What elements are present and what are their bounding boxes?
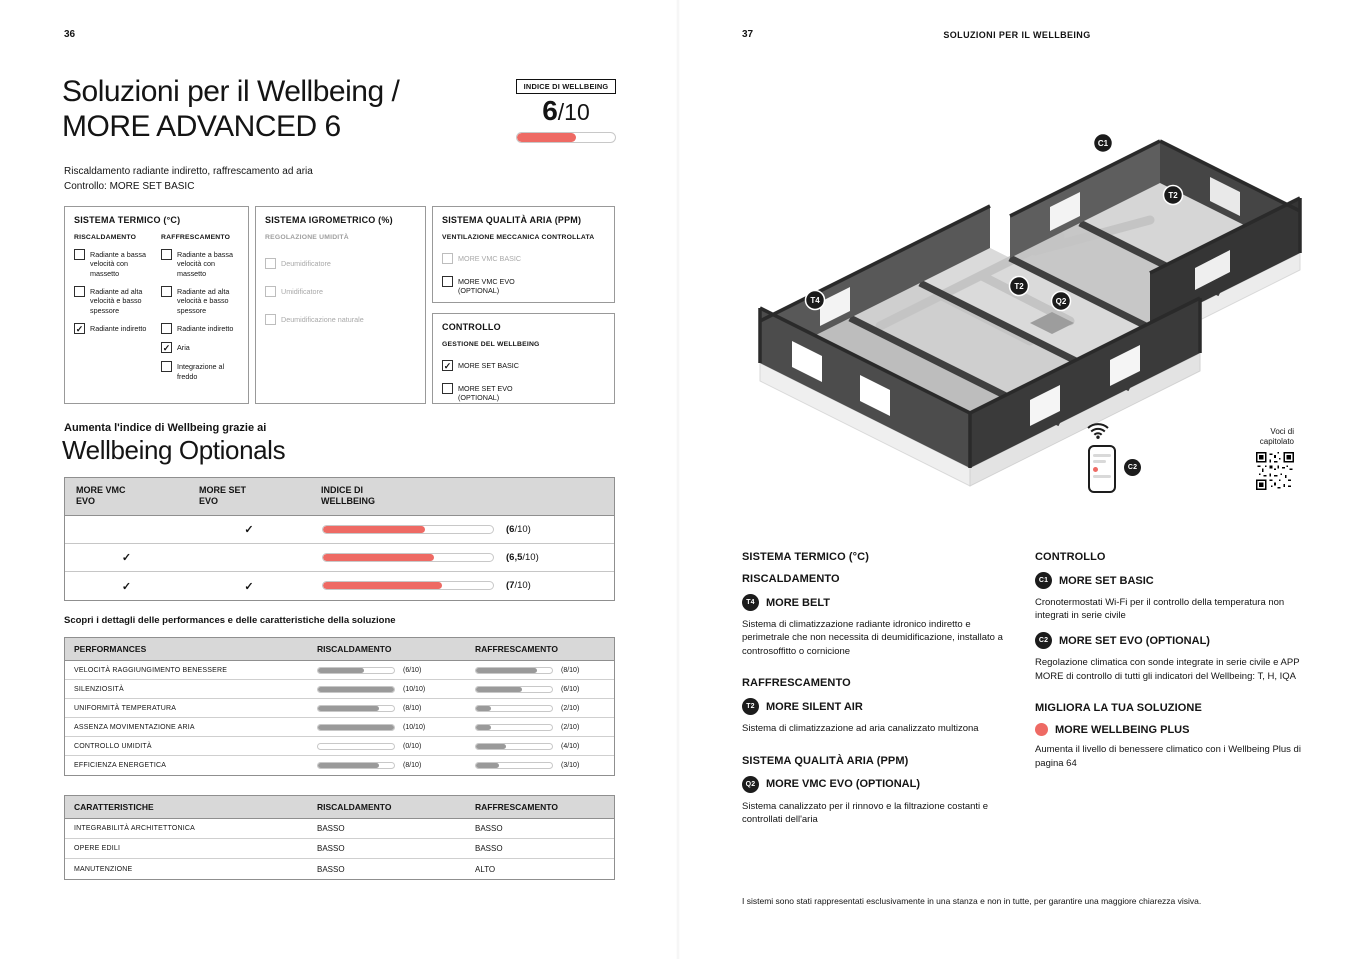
phone-screen-line bbox=[1093, 454, 1111, 457]
checkbox-item bbox=[74, 286, 152, 315]
sistema-termico-box bbox=[64, 206, 249, 404]
score-label: (2/10) bbox=[561, 704, 580, 712]
riscaldamento-value: BASSO bbox=[317, 844, 345, 853]
riscaldamento-cell bbox=[308, 743, 466, 750]
checkbox bbox=[161, 249, 172, 260]
checkbox-label: Radiante a bassa velocità con massetto bbox=[90, 250, 146, 278]
raffrescamento-cell bbox=[466, 667, 614, 674]
score-label: (10/10) bbox=[403, 723, 426, 731]
check-mark: ✓ bbox=[121, 552, 132, 564]
score-bar-fill bbox=[318, 706, 379, 711]
caratteristiche-header bbox=[65, 796, 614, 819]
checkbox-item bbox=[265, 258, 416, 269]
system-name: MORE WELLBEING PLUS bbox=[1055, 723, 1190, 736]
checkbox-item bbox=[442, 253, 605, 264]
checkbox bbox=[74, 249, 85, 260]
column-header: RISCALDAMENTO bbox=[74, 234, 137, 241]
system-item bbox=[742, 776, 1011, 793]
riscaldamento-column bbox=[74, 225, 152, 381]
wellbeing-index bbox=[516, 79, 616, 145]
score-label: (4/10) bbox=[561, 742, 580, 750]
system-description: Sistema di climatizzazione radiante idronico indiretto e perimetrale che non necessita di deumidificazione, installato a controsoffitto o cornicione bbox=[742, 619, 1003, 657]
performance-row bbox=[65, 661, 614, 680]
wifi-icon bbox=[1086, 421, 1110, 439]
checkbox bbox=[74, 286, 85, 297]
checkbox-label: Radiante indiretto bbox=[177, 324, 234, 334]
riscaldamento-cell bbox=[308, 705, 466, 712]
score-label: (10/10) bbox=[403, 685, 426, 693]
subtitle-line1: Riscaldamento radiante indiretto, raffrescamento ad aria bbox=[64, 166, 313, 177]
raffrescamento-value: BASSO bbox=[475, 824, 503, 833]
vmc-check-cell bbox=[65, 548, 188, 566]
checkbox bbox=[442, 253, 453, 264]
system-description: Sistema di climatizzazione ad aria canalizzato multizona bbox=[742, 723, 979, 735]
wellbeing-index-bar-fill bbox=[517, 133, 576, 142]
riscaldamento-cell bbox=[308, 667, 466, 674]
marker-c1: C1 bbox=[1097, 139, 1109, 148]
system-name: MORE SET EVO (OPTIONAL) bbox=[1059, 634, 1210, 647]
details-intro: Scopri i dettagli delle performances e delle caratteristiche della soluzione bbox=[64, 615, 396, 626]
score-bar bbox=[475, 762, 553, 769]
riscaldamento-cell bbox=[308, 686, 466, 693]
score-bar-fill bbox=[476, 725, 491, 730]
voci-line1: Voci di bbox=[1270, 427, 1294, 436]
badge-t4: T4 bbox=[742, 594, 759, 611]
score-bar bbox=[317, 724, 395, 731]
riscaldamento-cell bbox=[308, 762, 466, 769]
voci-line2: capitolato bbox=[1259, 437, 1294, 447]
checkbox bbox=[265, 286, 276, 297]
index-score bbox=[506, 580, 531, 591]
system-item bbox=[1035, 572, 1304, 589]
system-item bbox=[1035, 632, 1304, 649]
checkbox-label: Radiante ad alta velocità e basso spessore bbox=[177, 287, 230, 315]
index-cell bbox=[310, 552, 614, 563]
index-bar bbox=[322, 525, 494, 534]
optionals-row bbox=[65, 572, 614, 600]
marker-t2-right: T2 bbox=[1168, 191, 1178, 200]
caratteristica-row bbox=[65, 839, 614, 859]
riscaldamento-value: BASSO bbox=[317, 864, 345, 874]
optionals-table bbox=[64, 477, 615, 601]
checkbox-item bbox=[74, 249, 152, 278]
checkbox bbox=[161, 323, 172, 334]
score-number: (6,5 bbox=[506, 551, 523, 563]
legend-right-column bbox=[1035, 551, 1304, 836]
checkbox-item bbox=[161, 323, 239, 334]
house-isometric-illustration bbox=[730, 68, 1310, 528]
index-bar bbox=[322, 581, 494, 590]
performance-label: ASSENZA MOVIMENTAZIONE ARIA bbox=[74, 723, 195, 731]
score-bar-fill bbox=[318, 725, 394, 730]
voci-di-capitolato-label bbox=[1208, 427, 1294, 448]
red-dot-icon bbox=[1035, 723, 1048, 736]
score-bar bbox=[475, 705, 553, 712]
legend-left-column bbox=[742, 551, 1011, 836]
checkbox-label: Deumidificazione naturale bbox=[281, 315, 364, 324]
score-label: (6/10) bbox=[561, 685, 580, 693]
page-title-line2: MORE ADVANCED 6 bbox=[62, 110, 341, 144]
score-bar-fill bbox=[476, 668, 537, 673]
header-cell: RAFFRESCAMENTO bbox=[475, 802, 558, 812]
set-check-cell bbox=[188, 520, 310, 538]
set-check-cell bbox=[188, 577, 310, 595]
raffrescamento-cell bbox=[466, 705, 614, 712]
score-bar-fill bbox=[476, 744, 506, 749]
performance-row bbox=[65, 699, 614, 718]
vmc-check-cell bbox=[65, 577, 188, 595]
sistema-qualita-aria-box bbox=[432, 206, 615, 303]
qr-code bbox=[1256, 452, 1294, 490]
checkbox bbox=[161, 286, 172, 297]
score-bar-fill bbox=[476, 706, 491, 711]
system-item bbox=[742, 698, 1011, 715]
performances-header bbox=[65, 638, 614, 661]
caratteristica-label: OPERE EDILI bbox=[74, 845, 121, 852]
score-denominator: /10) bbox=[522, 551, 539, 563]
performances-table bbox=[64, 637, 615, 776]
phone-screen-line bbox=[1093, 475, 1111, 478]
checkbox-label: MORE SET BASIC bbox=[458, 361, 519, 370]
system-name: MORE VMC EVO (OPTIONAL) bbox=[766, 778, 920, 791]
checkbox-label: MORE VMC BASIC bbox=[458, 254, 522, 263]
box-title: SISTEMA IGROMETRICO (%) bbox=[265, 215, 393, 225]
checkbox-item bbox=[161, 249, 239, 278]
score-denominator: /10) bbox=[514, 523, 531, 535]
score-bar-fill bbox=[318, 687, 394, 692]
index-cell bbox=[310, 580, 614, 591]
caratteristica-row bbox=[65, 859, 614, 879]
raffrescamento-value: ALTO bbox=[475, 864, 496, 874]
checkbox-item bbox=[442, 360, 605, 371]
performance-row bbox=[65, 756, 614, 775]
subtitle-line2: Controllo: MORE SET BASIC bbox=[64, 180, 195, 192]
checkbox-item bbox=[442, 276, 605, 296]
footnote: I sistemi sono stati rappresentati esclusivamente in una stanza e non in tutte, per garantire una maggiore chiarezza visiva. bbox=[742, 896, 1202, 906]
checkbox: ✓ bbox=[162, 343, 171, 354]
marker-t4: T4 bbox=[810, 296, 820, 305]
checkbox-item bbox=[161, 342, 239, 353]
checkbox-item bbox=[161, 286, 239, 315]
smartphone-icon bbox=[1088, 445, 1116, 493]
index-score bbox=[506, 552, 539, 563]
raffrescamento-column bbox=[161, 225, 239, 381]
checkbox-item bbox=[74, 323, 152, 334]
section-title: SISTEMA QUALITÀ ARIA (PPM) bbox=[742, 754, 909, 767]
index-bar-fill bbox=[323, 582, 442, 589]
checkbox bbox=[442, 383, 453, 394]
score-bar bbox=[317, 762, 395, 769]
check-mark: ✓ bbox=[244, 524, 254, 536]
index-bar bbox=[322, 553, 494, 562]
caratteristica-label: INTEGRABILITÀ ARCHITETTONICA bbox=[74, 825, 195, 832]
score-label: (3/10) bbox=[561, 762, 580, 769]
optionals-row bbox=[65, 516, 614, 544]
optionals-heading: Wellbeing Optionals bbox=[62, 435, 286, 465]
score-label: (8/10) bbox=[561, 666, 580, 674]
wellbeing-index-label: INDICE DI WELLBEING bbox=[516, 79, 616, 94]
system-name: MORE SET BASIC bbox=[1059, 574, 1154, 587]
controllo-box bbox=[432, 313, 615, 404]
badge-c2: C2 bbox=[1035, 632, 1052, 649]
checkbox bbox=[265, 258, 276, 269]
badge-t2: T2 bbox=[742, 698, 759, 715]
system-item bbox=[1035, 723, 1304, 736]
index-value-max: /10 bbox=[557, 99, 590, 125]
page-title bbox=[62, 74, 399, 145]
system-name: MORE SILENT AIR bbox=[766, 700, 863, 713]
header-text: INDICE DI WELLBEING bbox=[321, 485, 375, 507]
caratteristica-label: MANUTENZIONE bbox=[74, 865, 133, 873]
check-mark: ✓ bbox=[244, 580, 254, 593]
riscaldamento-cell bbox=[308, 724, 466, 731]
box-subtitle: REGOLAZIONE UMIDITÀ bbox=[265, 234, 349, 241]
score-bar-fill bbox=[476, 687, 522, 692]
score-bar bbox=[475, 743, 553, 750]
optionals-table-header bbox=[65, 478, 614, 516]
index-bar-fill bbox=[323, 554, 434, 561]
raffrescamento-cell bbox=[466, 724, 614, 731]
section-title: SISTEMA TERMICO (°C) bbox=[742, 551, 869, 563]
score-bar bbox=[475, 667, 553, 674]
score-bar bbox=[317, 705, 395, 712]
checkbox-label: Radiante indiretto bbox=[90, 324, 147, 334]
checkbox-label: Radiante a bassa velocità con massetto bbox=[177, 250, 233, 278]
system-name: MORE BELT bbox=[766, 596, 830, 609]
score-bar bbox=[317, 743, 395, 750]
system-boxes bbox=[64, 206, 615, 406]
score-bar-fill bbox=[476, 763, 499, 768]
raffrescamento-cell bbox=[466, 743, 614, 750]
marker-c2: C2 bbox=[1124, 459, 1141, 476]
performance-label: SILENZIOSITÀ bbox=[74, 685, 124, 693]
legend-columns bbox=[742, 551, 1304, 836]
marker-t2-center: T2 bbox=[1014, 282, 1024, 291]
checkbox-label: Umidificatore bbox=[281, 287, 323, 296]
system-description: Sistema canalizzato per il rinnovo e la filtrazione costanti e controllati dell'aria bbox=[742, 800, 989, 826]
page-number: 37 bbox=[742, 29, 754, 40]
score-bar bbox=[317, 686, 395, 693]
section-title: CONTROLLO bbox=[1035, 551, 1106, 563]
header-cell bbox=[65, 478, 188, 515]
score-denominator: /10) bbox=[514, 580, 531, 591]
score-label: (8/10) bbox=[403, 762, 422, 769]
system-description: Regolazione climatica con sonde integrate in serie civile e APP MORE di controllo di tutti gli indicatori del Wellbeing: T, H, IQA bbox=[1035, 657, 1300, 682]
index-value-number: 6 bbox=[542, 95, 558, 126]
header-cell: RAFFRESCAMENTO bbox=[475, 644, 558, 654]
system-description: Cronotermostati Wi-Fi per il controllo della temperatura non integrati in serie civile bbox=[1035, 597, 1285, 622]
optionals-row bbox=[65, 544, 614, 572]
wellbeing-index-bar bbox=[516, 132, 616, 143]
badge-c1: C1 bbox=[1035, 572, 1052, 589]
raffrescamento-value: BASSO bbox=[475, 844, 503, 853]
performance-row bbox=[65, 718, 614, 737]
checkbox-label: MORE SET EVO (OPTIONAL) bbox=[458, 384, 513, 403]
section-title: RAFFRESCAMENTO bbox=[742, 677, 851, 690]
checkbox-item bbox=[265, 286, 416, 297]
score-number: (7 bbox=[506, 580, 515, 591]
header-text: MORE VMC EVO bbox=[76, 485, 126, 507]
badge-q2: Q2 bbox=[742, 776, 759, 793]
checkbox-label: Integrazione al freddo bbox=[177, 362, 225, 381]
performance-label: CONTROLLO UMIDITÀ bbox=[74, 742, 152, 750]
checkbox: ✓ bbox=[75, 324, 84, 335]
checkbox-item bbox=[161, 361, 239, 381]
checkbox-label: Deumidificatore bbox=[281, 259, 331, 268]
score-bar bbox=[475, 686, 553, 693]
score-bar bbox=[317, 667, 395, 674]
checkbox-item bbox=[442, 383, 605, 403]
box-subtitle: VENTILAZIONE MECCANICA CONTROLLATA bbox=[442, 234, 595, 241]
riscaldamento-value: BASSO bbox=[317, 824, 345, 833]
checkbox-item bbox=[265, 314, 416, 325]
index-cell bbox=[310, 524, 614, 535]
index-score bbox=[506, 524, 531, 535]
check-mark: ✓ bbox=[121, 580, 132, 593]
box-title: SISTEMA QUALITÀ ARIA (PPM) bbox=[442, 215, 582, 225]
header-text: MORE SET EVO bbox=[199, 485, 247, 507]
score-bar-fill bbox=[318, 763, 379, 768]
sistema-igrometrico-box bbox=[255, 206, 426, 404]
system-item bbox=[742, 594, 1011, 611]
header-cell: PERFORMANCES bbox=[74, 644, 147, 654]
performance-row bbox=[65, 680, 614, 699]
checkbox bbox=[161, 361, 172, 372]
score-bar-fill bbox=[318, 668, 364, 673]
box-title: CONTROLLO bbox=[442, 322, 501, 332]
checkbox bbox=[442, 276, 453, 287]
phone-screen-line bbox=[1093, 460, 1106, 463]
score-number: (6 bbox=[506, 523, 515, 535]
header-cell: RISCALDAMENTO bbox=[317, 644, 392, 654]
raffrescamento-cell bbox=[466, 762, 614, 769]
checkbox-label: Radiante ad alta velocità e basso spessore bbox=[90, 287, 143, 315]
header-cell: CARATTERISTICHE bbox=[74, 802, 154, 812]
checkbox-label: Aria bbox=[177, 343, 190, 353]
score-label: (0/10) bbox=[403, 742, 422, 750]
section-title: RISCALDAMENTO bbox=[742, 573, 840, 585]
column-header: RAFFRESCAMENTO bbox=[161, 234, 231, 241]
performance-label: VELOCITÀ RAGGIUNGIMENTO BENESSERE bbox=[74, 666, 228, 674]
performance-label: EFFICIENZA ENERGETICA bbox=[74, 762, 167, 769]
marker-q2: Q2 bbox=[1055, 297, 1067, 306]
checkbox bbox=[265, 314, 276, 325]
header-cell: RISCALDAMENTO bbox=[317, 802, 392, 812]
running-header: SOLUZIONI PER IL WELLBEING bbox=[943, 30, 1091, 40]
page-gutter bbox=[676, 0, 680, 959]
performance-row bbox=[65, 737, 614, 756]
page-number: 36 bbox=[64, 29, 76, 40]
header-cell bbox=[310, 478, 614, 515]
performance-label: UNIFORMITÀ TEMPERATURA bbox=[74, 704, 177, 712]
wellbeing-index-value bbox=[516, 96, 616, 127]
optionals-intro: Aumenta l'indice di Wellbeing grazie ai bbox=[64, 422, 267, 434]
score-label: (2/10) bbox=[561, 723, 580, 731]
phone-screen-dot bbox=[1093, 467, 1098, 472]
caratteristica-row bbox=[65, 819, 614, 839]
score-bar bbox=[475, 724, 553, 731]
system-description: Aumenta il livello di benessere climatico con i Wellbeing Plus di pagina 64 bbox=[1035, 744, 1301, 769]
score-label: (8/10) bbox=[403, 704, 422, 712]
header-cell bbox=[188, 478, 310, 515]
checkbox: ✓ bbox=[443, 361, 452, 371]
box-title: SISTEMA TERMICO (°C) bbox=[74, 215, 181, 225]
checkbox-label: MORE VMC EVO (OPTIONAL) bbox=[458, 277, 515, 296]
box-subtitle: GESTIONE DEL WELLBEING bbox=[442, 341, 540, 348]
page-title-line1: Soluzioni per il Wellbeing / bbox=[62, 75, 400, 108]
index-bar-fill bbox=[323, 526, 425, 533]
raffrescamento-cell bbox=[466, 686, 614, 693]
solution-subtitle bbox=[64, 165, 313, 194]
score-label: (6/10) bbox=[403, 666, 422, 674]
caratteristiche-table bbox=[64, 795, 615, 880]
page-37 bbox=[678, 0, 1356, 959]
section-title: MIGLIORA LA TUA SOLUZIONE bbox=[1035, 702, 1202, 715]
